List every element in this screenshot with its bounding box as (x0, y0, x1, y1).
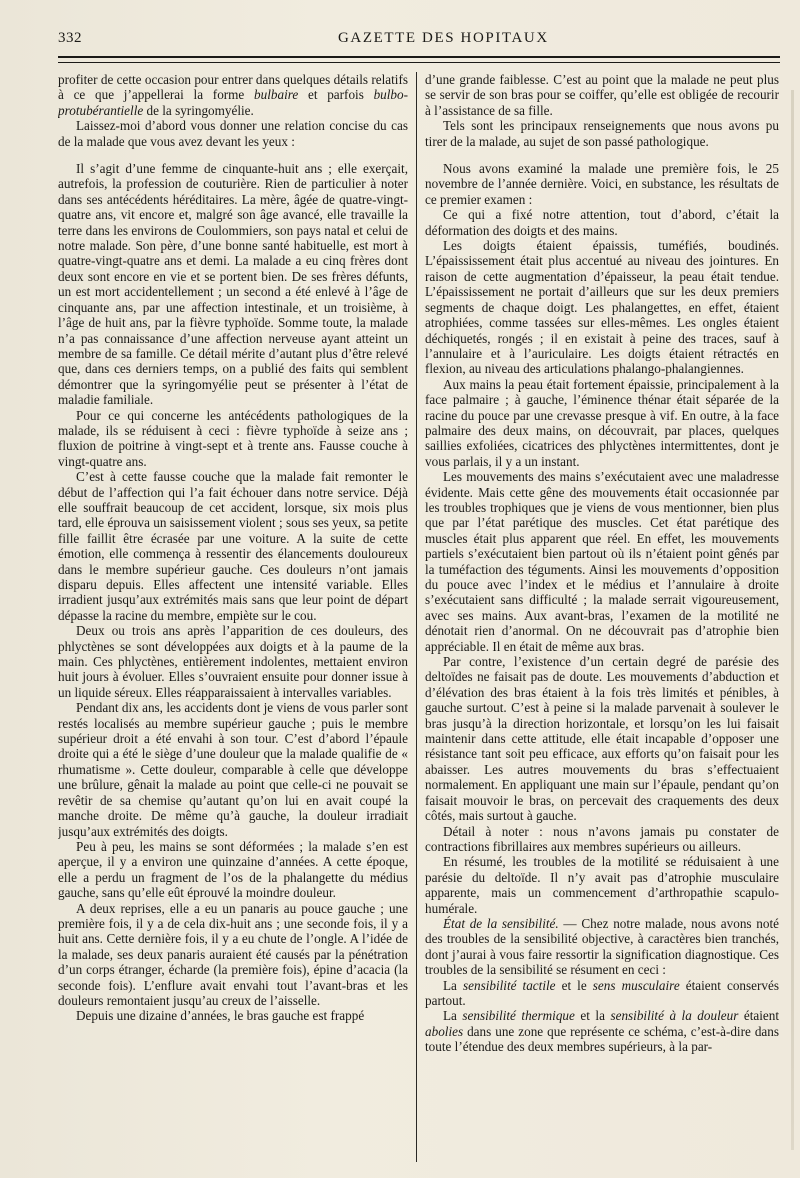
left-column (58, 72, 408, 1168)
header-rule-thin (58, 62, 780, 63)
paragraph: Nous avons examiné la malade une première fois, le 25 novembre de l’année dernière. Voici, en substance, les résultats de ce premier examen : (425, 161, 779, 207)
paragraph: Détail à noter : nous n’avons jamais pu constater de contractions fibrillaires aux membres supérieurs ou ailleurs. (425, 823, 779, 854)
paragraph: Pour ce qui concerne les antécédents pathologiques de la malade, ils se réduisent à ceci : fièvre typhoïde à seize ans ; fluxion de poitrine à vingt-sept et à trente ans. Fausse couche à vingt-quatre ans. (58, 407, 408, 469)
paragraph (425, 1008, 779, 1054)
italic-run: bulbo-protubérantielle (58, 87, 408, 118)
text-run: profiter de cette occasion pour entrer dans quelques détails relatifs à ce que j’appellerai la forme (58, 72, 408, 103)
paragraph: Ce qui a fixé notre attention, tout d’abord, c’était la déformation des doigts et des mains. (425, 207, 779, 238)
paragraph: Il s’agit d’une femme de cinquante-huit ans ; elle exerçait, autrefois, la profession de couturière. Rien de particulier à noter dans ses antécédents héréditaires. La mère, âgée de quatre-vingt-quatre ans, vit encore et, malgré son âge avancé, elle travaille la terre dans les environs de Coulommiers, son pays natal et celui de notre malade. Son père, d’une bonne santé habituelle, est mort à quatre-vingt-quatre ans et demi. La malade a eu cinq frères dont deux sont encore en vie et se portent bien. De ses frères défunts, un est mort accidentellement ; un second a été enlevé à l’âge de cinquante ans, par une affection intestinale, et un troisième, à l’âge de huit ans, par la fièvre typhoïde. Somme toute, la malade n’a pas connaissance d’une affection nerveuse ayant atteint un membre de sa famille. Ce détail mérite d’autant plus d’être relevé que, dans ces derniers temps, on a publié des faits qui semblent démontrer que la syringomyélie peut se présenter à l’état de maladie familiale. (58, 161, 408, 408)
text-run: de la syringomyélie. (143, 102, 254, 118)
italic-run: abolies (425, 1023, 464, 1039)
italic-run: sensibilité tactile (463, 977, 556, 993)
paragraph: Aux mains la peau était fortement épaissie, principalement à la face palmaire ; à gauche, l’éminence thénar était séparée de la racine du pouce par une crevasse presque à vif. En outre, à la face palmaire des deux mains, on découvrait, par places, quelques saillies exfoliées, cicatrices des phlyctènes intermittentes, dont je vous parlais, il y a un instant. (425, 376, 779, 469)
running-title: GAZETTE DES HOPITAUX (338, 30, 549, 46)
paragraph: Les doigts étaient épaissis, tuméfiés, boudinés. L’épaississement était plus accentué au niveau des jointures. En raison de cette augmentation d’épaisseur, la peau était tendue. L’épaississement ne portait d’ailleurs que sur les deux premiers segments de chaque doigt. Les phalangettes, en effet, étaient atrophiées, comme tassées sur elles-mêmes. Les ongles étaient déchiquetés, rongés ; il en existait à peine des traces, sauf à l’annulaire et à l’auriculaire. Les doigts étaient rétractés en flexion, au niveau des articulations phalango-phalangiennes. (425, 238, 779, 377)
paragraph (58, 72, 408, 118)
paragraph: Peu à peu, les mains se sont déformées ; la malade s’en est aperçue, il y a environ une quinzaine d’années. A cette époque, elle a perdu un fragment de l’os de la phalangette du médius gauche, sans qu’elle eût éprouvé la moindre douleur. (58, 838, 408, 901)
paragraph (425, 978, 779, 1009)
page-edge-shadow (791, 90, 794, 1150)
paragraph: Les mouvements des mains s’exécutaient avec une maladresse évidente. Mais cette gêne des mouvements était occasionnée par les troubles trophiques que je viens de vous mentionner, bien plus que par l’état parétique des muscles. Cet état parétique des muscles était plus apparent que réel. En effet, les mouvements partiels s’exécutaient bien partout où ils n’étaient point gênés par la tuméfaction des téguments. Ainsi les mouvements d’opposition du pouce avec l’index et le médius et l’annulaire à droite s’exécutaient sans difficulté ; la malade serrait vigoureusement, avec ses mains. Aux avant-bras, l’examen de la motilité ne dénotait rien d’anormal. On ne découvrait pas d’atrophie bien appréciable. Il en était de même aux bras. (425, 469, 779, 654)
page-header (58, 24, 778, 52)
paragraph: Laissez-moi d’abord vous donner une relation concise du cas de la malade que vous avez devant les yeux : (58, 118, 408, 149)
section-heading: État de la sensibilité. (443, 915, 559, 931)
column-divider (416, 72, 417, 1162)
italic-run: sensibilité à la douleur (610, 1008, 739, 1024)
page-number: 332 (58, 30, 82, 46)
text-run: étaient (738, 1008, 779, 1024)
text-run: et le (555, 977, 593, 993)
italic-run: sens musculaire (592, 977, 680, 993)
paragraph: Pendant dix ans, les accidents dont je viens de vous parler sont restés localisés au membre supérieur gauche ; puis le membre supérieur droit a été envahi à son tour. C’est d’abord l’épaule droite qui a été le siège d’une douleur que la malade qualifie de « rhumatisme ». Cette douleur, comparable à celle que développe une brûlure, gênait la malade au point que celle-ci ne pouvait se revêtir de sa chemise qu’autant qu’on lui en avait coupé la manche droite. De même qu’à gauche, la douleur irradiait jusqu’aux extrémités des doigts. (58, 700, 408, 839)
paragraph (425, 916, 779, 978)
text-run: dans une zone que représente ce schéma, c’est-à-dire dans toute l’étendue des deux membres supérieurs, à la par- (425, 1023, 779, 1055)
italic-run: bulbaire (254, 87, 299, 103)
right-column (425, 72, 779, 1168)
text-run: — Chez notre malade, nous avons noté des troubles de la sensibilité objective, à caractères bien tranchés, dont j’aurai à vous faire ressortir la signification diagnostique. Ces troubles de la sensibilité se résument en ceci : (425, 915, 779, 978)
paragraph: Depuis une dizaine d’années, le bras gauche est frappé (76, 1008, 365, 1024)
paragraph: En résumé, les troubles de la motilité se réduisaient à une parésie du deltoïde. Il n’y avait pas d’atrophie musculaire apparente, mais un commencement d’arthropathie scapulo-humérale. (425, 854, 779, 916)
italic-run: sensibilité thermique (462, 1008, 575, 1024)
paragraph: A deux reprises, elle a eu un panaris au pouce gauche ; une première fois, il y a de cela dix-huit ans ; une seconde fois, il y a huit ans. Cette dernière fois, il y a eu chute de l’ongle. A l’idée de la malade, ses deux panaris auraient été causés par la pénétration d’un corps étranger, écharde (la première fois), épine d’acacia (la seconde fois). L’enflure avait envahi tout l’avant-bras et les douleurs remontaient jusqu’au creux de l’aisselle. (58, 900, 408, 1008)
text-run: La (443, 1008, 463, 1024)
paragraph: d’une grande faiblesse. C’est au point que la malade ne peut plus se servir de son bras pour se coiffer, qu’elle est obligée de recourir à l’assistance de sa fille. (425, 72, 779, 118)
paragraph: Par contre, l’existence d’un certain degré de parésie des deltoïdes ne faisait pas de doute. Les mouvements d’abduction et d’élévation des bras étaient à la fois très limités et pénibles, à gauche surtout. C’est à peine si la malade parvenait à soulever le bras jusqu’à la direction horizontale, et lorsqu’on les lui faisait maintenir dans cette attitude, elle était incapable d’opposer une résistance tant soit peu efficace, aux efforts qu’on faisait pour les abaisser. Les autres mouvements du bras s’effectuaient normalement. En appliquant une main sur l’épaule, pendant qu’on faisait mouvoir le bras, on percevait des craquements des deux côtés, mais surtout à gauche. (425, 654, 779, 824)
text-run: et la (574, 1008, 611, 1024)
header-rule-thick (58, 56, 780, 58)
text-run: et parfois (298, 87, 374, 103)
paragraph: Tels sont les principaux renseignements que nous avons pu tirer de la malade, au sujet de son passé pathologique. (425, 118, 779, 149)
text-run: La (443, 977, 463, 993)
paragraph: Deux ou trois ans après l’apparition de ces douleurs, des phlyctènes se sont développées aux doigts et à la paume de la main. Ces phlyctènes, entièrement indolentes, mettaient environ huit jours à évoluer. Elles s’ouvraient ensuite pour donner issue à un liquide séreux. Elles réapparaissaient à intervalles variables. (58, 623, 408, 700)
paragraph: C’est à cette fausse couche que la malade fait remonter le début de l’affection qui l’a fait échouer dans notre service. Déjà elle souffrait beaucoup de cet accident, lorsque, six mois plus tard, elle éprouva un saisissement violent ; sous ses yeux, sa petite fille faillit être écrasée par une voiture. A la suite de cette émotion, elle commença à ressentir des élancements douloureux dans le membre supérieur gauche. Ces douleurs n’ont jamais disparu depuis. Elles affectent une intensité variable. Elles irradient jusqu’aux extrémités mais sans que leur point de départ dépasse la racine du membre, empiète sur le cou. (58, 469, 408, 623)
text-run: étaient conservés partout. (425, 977, 779, 1008)
